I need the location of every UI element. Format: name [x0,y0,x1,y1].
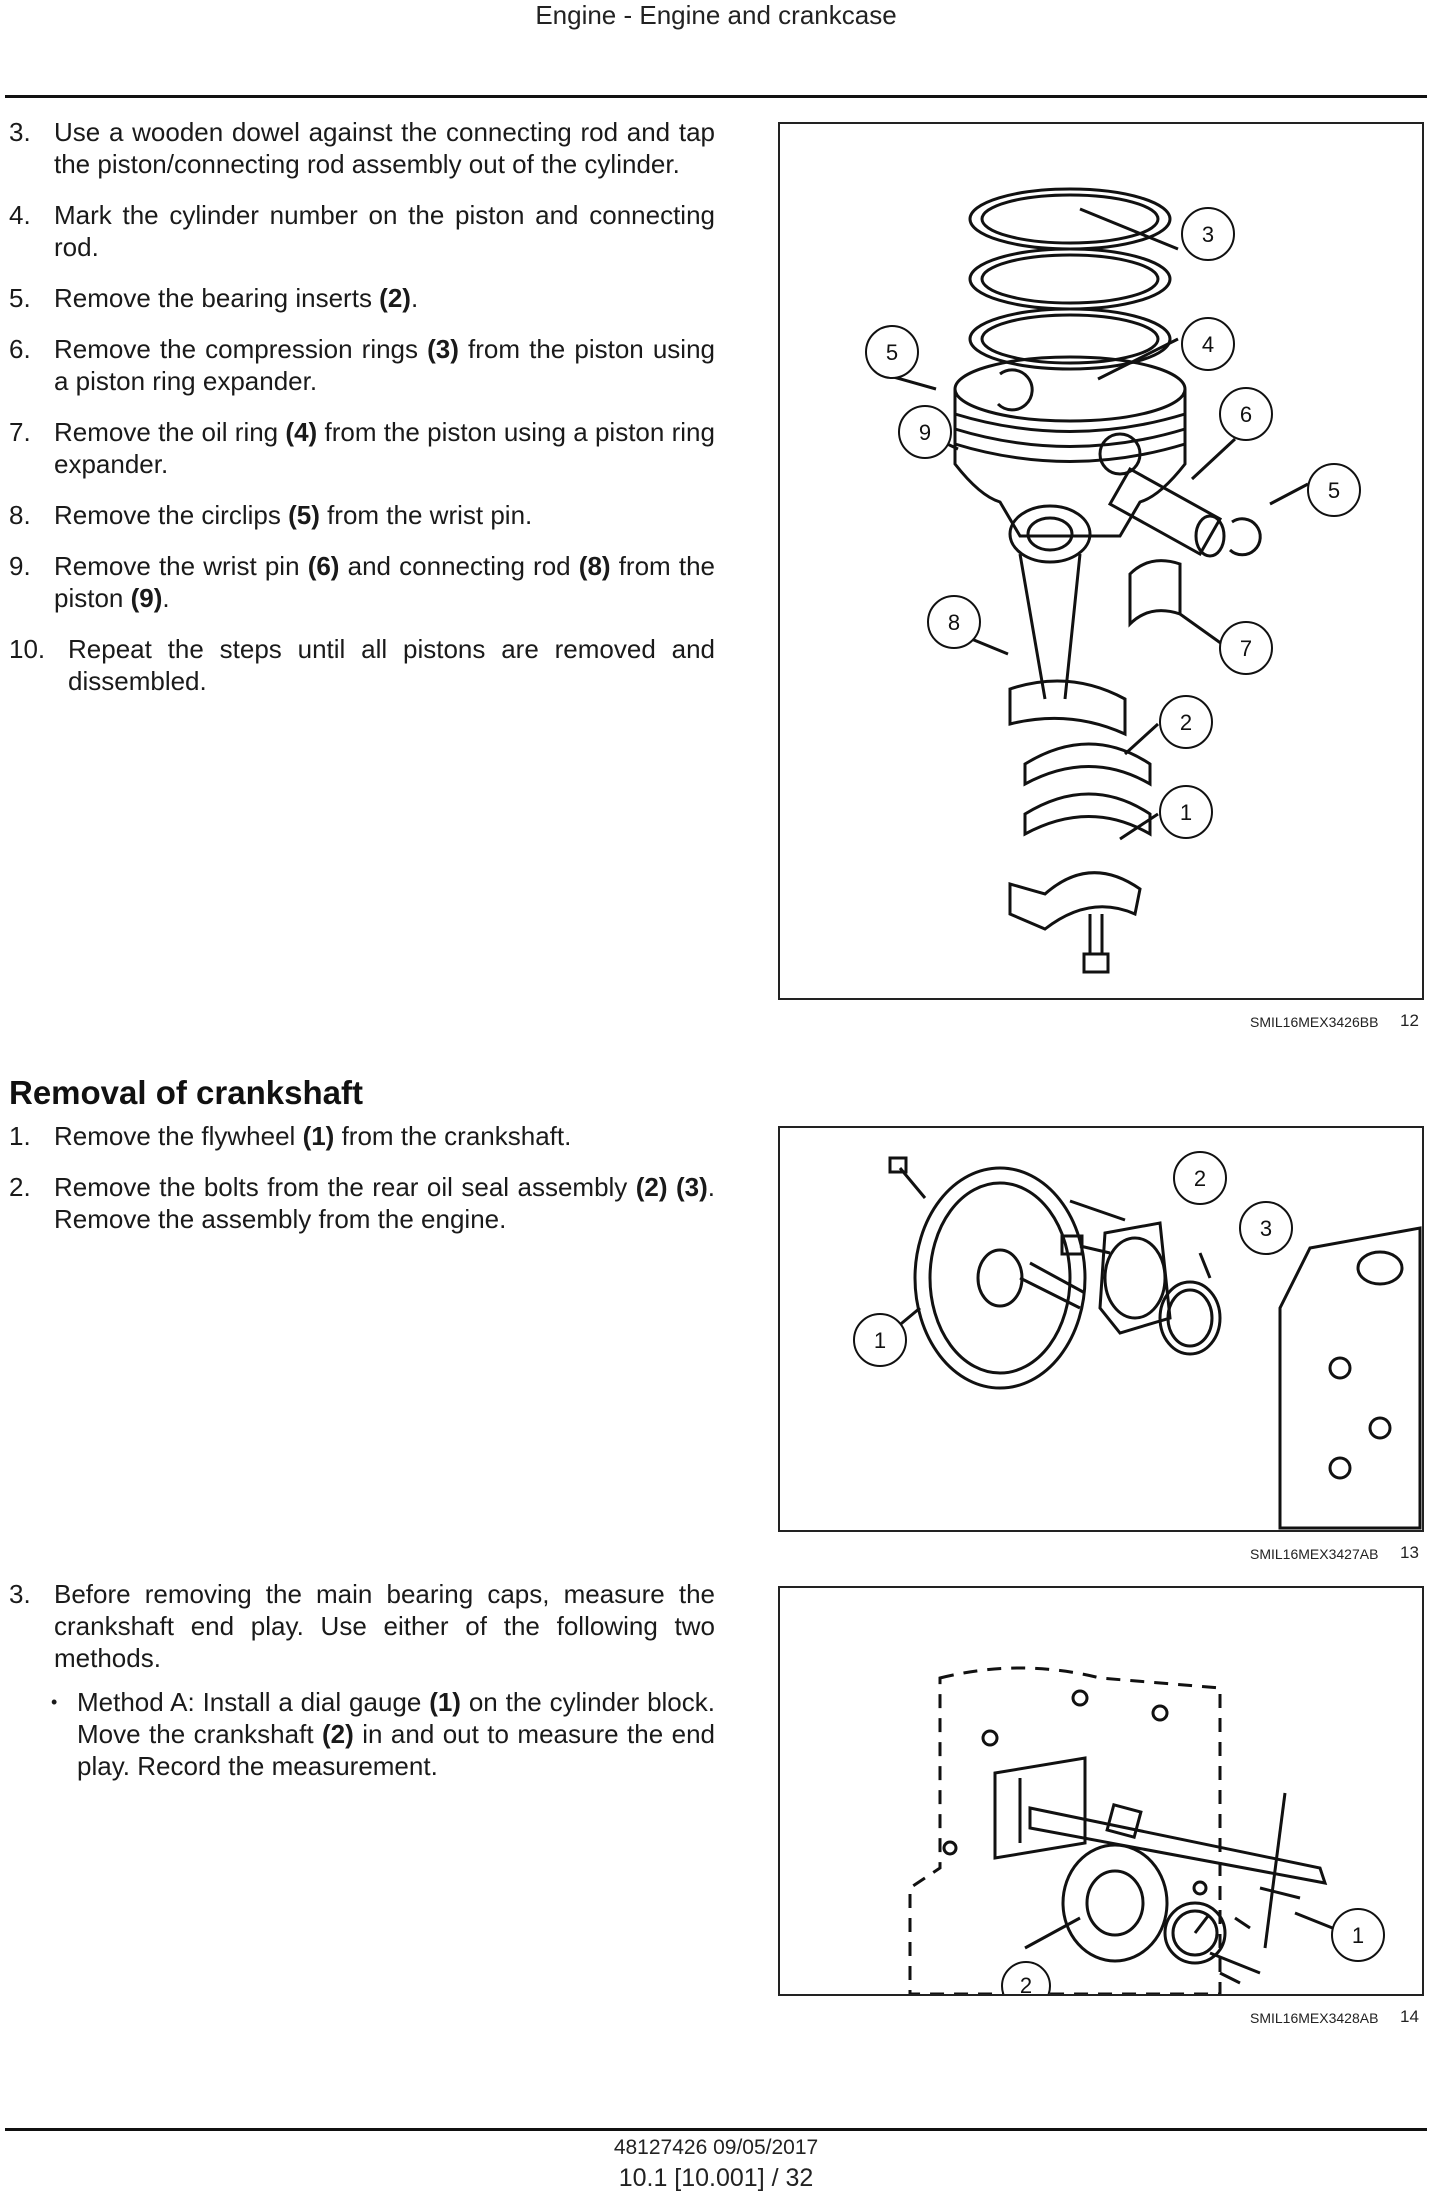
callout-label: 6 [1239,402,1253,427]
text-run: Remove the circlips [54,500,289,530]
reference-number: (2) [379,283,411,313]
callout-label: 2 [1193,1166,1207,1191]
step [9,499,715,531]
step-number: 4. [9,200,31,230]
step [9,199,715,263]
callout-label: 2 [1179,710,1193,735]
header-rule [5,95,1427,98]
figure-piston-exploded [778,122,1424,1000]
reference-number: (1) [429,1687,461,1717]
step-text: Before removing the main bearing caps, measure the crankshaft end play. Use either of the following two methods. [54,1579,715,1673]
figure-number: 13 [1400,1543,1419,1562]
callout-label: 4 [1201,332,1215,357]
text-run [668,1172,676,1202]
text-run: Method A: Install a dial gauge [77,1687,430,1717]
piston-exploded-illustration [780,124,1422,998]
callout-label: 7 [1239,636,1253,661]
step-number: 1. [9,1121,31,1151]
reference-number: (8) [578,551,611,581]
text-run: and connecting rod [339,551,579,581]
step [9,1578,715,1674]
figure-caption: SMIL16MEX3426BB [1250,1014,1379,1030]
reference-number: (5) [288,500,320,530]
text-run: from the piston [54,551,716,613]
text-run: . [162,583,170,613]
callout-label: 5 [885,340,899,365]
step [9,116,715,180]
step-number: 2. [9,1172,31,1202]
step [9,1120,715,1152]
callout-label: 2 [1019,1973,1033,1994]
text-run: Remove the oil ring [54,417,286,447]
text-run: Remove the wrist pin [54,551,308,581]
text-run: from the piston using a piston ring expander. [54,334,715,396]
step [9,633,715,697]
callout-label: 9 [918,420,932,445]
figure-flywheel-seal [778,1126,1424,1532]
step [9,333,715,397]
reference-number: (2) [635,1172,668,1202]
text-run: Remove the bearing inserts [54,283,380,313]
callout-label: 1 [1351,1923,1365,1948]
reference-number: (1) [302,1121,335,1151]
callout-label: 1 [1179,800,1193,825]
figure-number: 12 [1400,1011,1419,1030]
reference-number: (9) [130,583,163,613]
step [9,1171,715,1235]
callout-label: 3 [1201,222,1215,247]
step-number: 3. [9,117,31,147]
text-run: Remove the bolts from the rear oil seal assembly [54,1172,636,1202]
dial-gauge-illustration [780,1588,1422,1994]
footer-page-number: 10.1 [10.001] / 32 [618,2164,814,2192]
page-header-title: Engine - Engine and crankcase [535,0,897,30]
bullet-marker: • [51,1692,58,1712]
text-run: from the wrist pin. [319,500,533,530]
figure-dial-gauge [778,1586,1424,1996]
step-number: 7. [9,417,31,447]
callout-label: 8 [947,610,961,635]
step-text [54,550,715,614]
step-text [54,1120,715,1152]
text-run: Remove the flywheel [54,1121,303,1151]
section-heading: Removal of crankshaft [9,1074,363,1111]
step [9,550,715,614]
text-run: . Remove the assembly from the engine. [54,1172,715,1234]
text-run: Remove the compression rings [54,334,428,364]
step-text: Use a wooden dowel against the connecting rod and tap the piston/connecting rod assembly out of the cylinder. [54,117,715,179]
footer-document-id: 48127426 09/05/2017 [613,2136,819,2159]
bullet-text [77,1686,715,1782]
figure-caption: SMIL16MEX3428AB [1250,2010,1379,2026]
step [9,416,715,480]
text-run: on the cylinder block. Move the crankshaft [77,1687,715,1749]
callout-label: 1 [873,1328,887,1353]
bullet-item [47,1686,715,1782]
callout-label: 3 [1259,1216,1273,1241]
crankshaft-steps-continued [9,1578,715,1782]
text-run: . [410,283,419,313]
step-text [54,416,715,480]
footer-rule [5,2128,1427,2131]
reference-number: (3) [427,334,459,364]
figure-number: 14 [1400,2007,1419,2026]
step-number: 5. [9,283,31,313]
piston-steps [9,116,715,716]
step-text: Mark the cylinder number on the piston and connecting rod. [54,200,715,262]
text-run: in and out to measure the end play. Record the measurement. [77,1719,715,1781]
step-text [54,333,715,397]
step [9,282,715,314]
crankshaft-steps [9,1120,715,1254]
flywheel-seal-illustration [780,1128,1422,1530]
step-number: 3. [9,1579,31,1609]
step-text [54,499,715,531]
step-number: 6. [9,334,31,364]
reference-number: (4) [285,417,318,447]
reference-number: (2) [322,1719,354,1749]
text-run: from the piston using a piston ring expander. [54,417,715,479]
reference-number: (3) [675,1172,708,1202]
text-run: from the crankshaft. [334,1121,572,1151]
step-number: 8. [9,500,31,530]
callout-label: 5 [1327,478,1341,503]
step-text [54,282,715,314]
reference-number: (6) [307,551,340,581]
step-number: 9. [9,551,31,581]
step-text [54,1171,715,1235]
step-text: Repeat the steps until all pistons are removed and dissembled. [68,634,715,696]
step-number: 10. [9,634,46,664]
figure-caption: SMIL16MEX3427AB [1250,1546,1379,1562]
